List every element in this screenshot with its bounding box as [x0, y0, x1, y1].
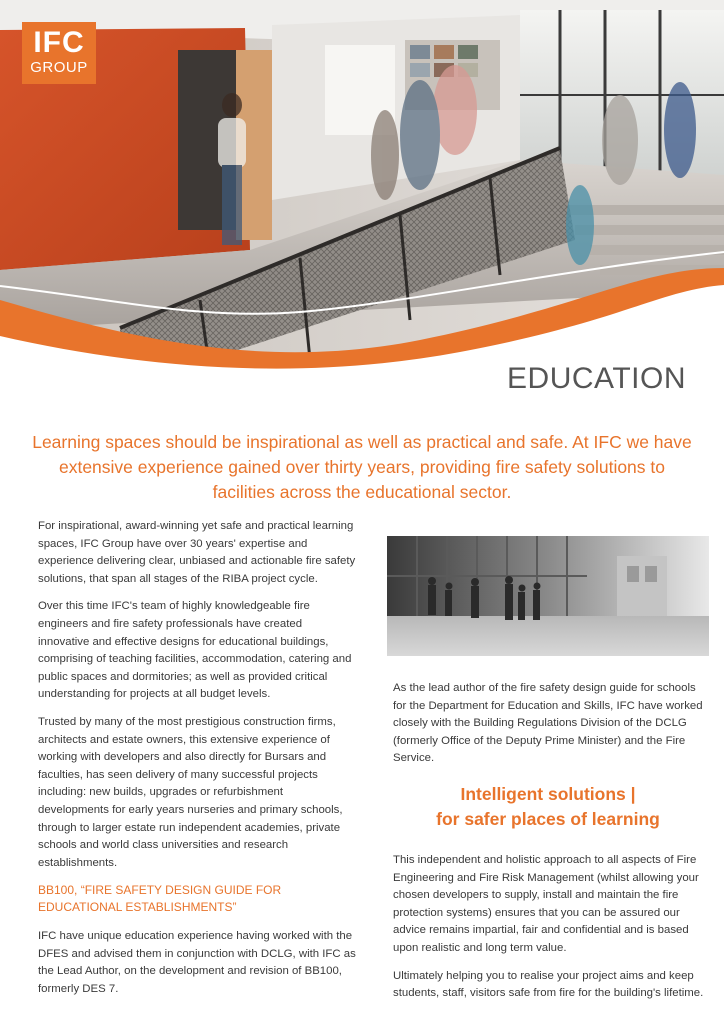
right-paragraph-2: This independent and holistic approach to all aspects of Fire Engineering and Fire Risk Management (whilst allowing your chosen developers to supply, install and maintain the fire protection systems) ensures that you can be assured our advice remains impartial, fair and confidential and is based upon realistic and long term value.	[393, 854, 699, 954]
heading-line-2: for safer places of learning	[436, 809, 660, 829]
bb100-subheading: BB100, “FIRE SAFETY DESIGN GUIDE FOR EDUCATIONAL ESTABLISHMENTS”	[38, 883, 282, 915]
ifc-group-logo	[22, 22, 96, 84]
hero-illustration	[0, 0, 724, 372]
right-column-bottom	[393, 852, 711, 1013]
logo-text-ifc: IFC	[33, 26, 85, 59]
page-title: EDUCATION	[507, 362, 686, 395]
right-paragraph-1: As the lead author of the fire safety design guide for schools for the Department for Education and Skills, IFC have worked closely with the Building Regulations Division of the DCLG (formerly Office of the Deputy Prime Minister) and the Fire Service.	[393, 682, 703, 765]
left-paragraph-2: Over this time IFC's team of highly knowledgeable fire engineers and fire safety professionals have created innovative and effective designs for educational buildings, comprising of teaching facilities, accommodation, catering and public spaces and dormitories; as well as provided critical understanding for projects at all budget levels.	[38, 600, 352, 701]
logo-text-group: GROUP	[30, 59, 88, 76]
campus-illustration	[387, 536, 709, 656]
right-column-top	[393, 680, 711, 778]
campus-photo	[387, 536, 709, 656]
hero-photo	[0, 0, 724, 372]
left-column	[38, 518, 356, 1009]
left-paragraph-4: IFC have unique education experience having worked with the DFES and advised them in conjunction with DCLG, with IFC as the Lead Author, on the development and revision of BB100, formerly DES 7.	[38, 930, 356, 996]
intelligent-solutions-heading	[393, 782, 703, 832]
heading-line-1: Intelligent solutions |	[460, 784, 636, 804]
right-paragraph-3: Ultimately helping you to realise your project aims and keep students, staff, visitors safe from fire for the building's lifetime.	[393, 969, 704, 1000]
left-paragraph-1: For inspirational, award-winning yet safe and practical learning spaces, IFC Group have over 30 years' expertise and experience delivering clear, unbiased and actionable fire safety solutions, that span all stages of the RIBA project cycle.	[38, 520, 356, 585]
intro-statement: Learning spaces should be inspirational as well as practical and safe. At IFC we have extensive experience gained over thirty years, providing fire safety solutions to facilities across the educational sector.	[32, 432, 692, 502]
left-paragraph-3: Trusted by many of the most prestigious construction firms, architects and estate owners, this extensive experience of working with developers and also directly for Bursars and faculties, has seen delivery of many successful projects including: new builds, upgrades or refurbishment developments for early years nurseries and primary schools, through to larger estate run independent academies, private schools and world class universities and research establishments.	[38, 715, 343, 869]
